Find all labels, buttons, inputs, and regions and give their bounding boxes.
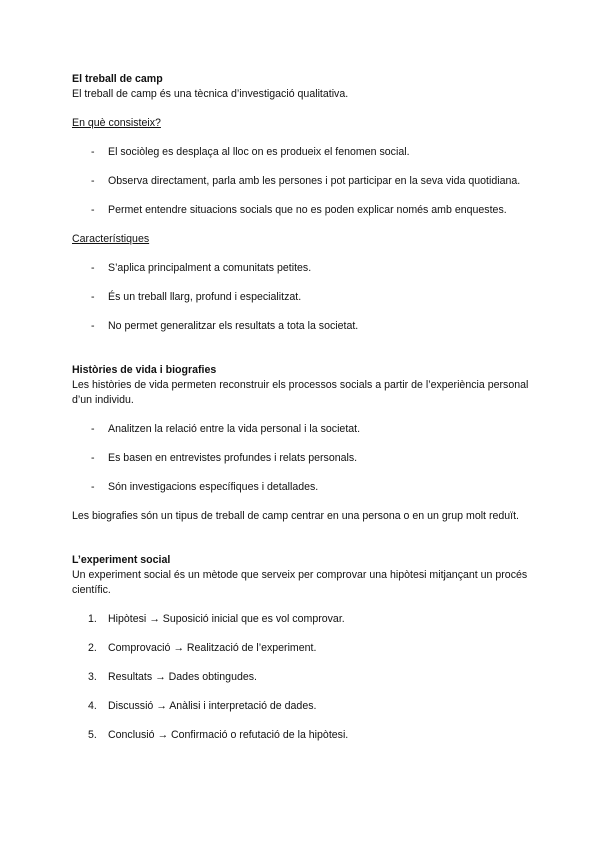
list-item: - És un treball llarg, profund i especialitzat.: [91, 291, 302, 303]
bullet-dash: -: [91, 262, 95, 274]
list-item: - Analitzen la relació entre la vida personal i la societat.: [91, 423, 361, 435]
bullet-dash: -: [91, 320, 95, 332]
list-item: - Permet entendre situacions socials que no es poden explicar només amb enquestes.: [91, 204, 507, 216]
step-number: 1.: [88, 613, 97, 625]
bullet-dash: -: [91, 146, 95, 158]
experiment-steps: [72, 612, 532, 743]
step-number: 4.: [88, 700, 97, 712]
list-item: - El sociòleg es desplaça al lloc on es produeix el fenomen social.: [91, 146, 410, 158]
vida-outro: Les biografies són un tipus de treball de camp centrar en una persona o en un grup molt reduït.: [72, 510, 519, 522]
bullet-dash: -: [91, 291, 95, 303]
bullet-dash: -: [91, 175, 95, 187]
consisteix-list: [72, 145, 532, 218]
document-page: [72, 72, 532, 743]
section-title-vida: Històries de vida i biografies: [72, 364, 217, 376]
section-title-camp: El treball de camp: [72, 73, 163, 85]
step-number: 3.: [88, 671, 97, 683]
list-item: - Són investigacions específiques i detallades.: [91, 481, 319, 493]
list-item: 1. Hipòtesi → Suposició inicial que es vol comprovar.: [88, 613, 345, 625]
vida-list: [72, 422, 532, 495]
experiment-intro: Un experiment social és un mètode que serveix per comprovar una hipòtesi mitjançant un procés científic.: [72, 569, 528, 596]
step-number: 2.: [88, 642, 97, 654]
bullet-dash: -: [91, 423, 95, 435]
caracteristiques-list: [72, 261, 532, 334]
list-item: - S’aplica principalment a comunitats petites.: [91, 262, 312, 274]
camp-intro: El treball de camp és una tècnica d’investigació qualitativa.: [72, 88, 349, 100]
step-number: 5.: [88, 729, 97, 741]
list-item: 5. Conclusió → Confirmació o refutació de la hipòtesi.: [88, 729, 349, 741]
section-title-experiment: L’experiment social: [72, 554, 171, 566]
subheading-consisteix: En què consisteix?: [72, 117, 161, 129]
list-item: 2. Comprovació → Realització de l’experiment.: [88, 642, 317, 654]
list-item: - Es basen en entrevistes profundes i relats personals.: [91, 452, 358, 464]
list-item: - No permet generalitzar els resultats a tota la societat.: [91, 320, 359, 332]
list-item: 3. Resultats → Dades obtingudes.: [88, 671, 257, 683]
vida-intro: Les històries de vida permeten reconstruir els processos socials a partir de l’experiència personal d’un individu.: [72, 379, 529, 406]
list-item: 4. Discussió → Anàlisi i interpretació de dades.: [88, 700, 317, 712]
bullet-dash: -: [91, 452, 95, 464]
bullet-dash: -: [91, 481, 95, 493]
list-item: - Observa directament, parla amb les persones i pot participar en la seva vida quotidiana.: [91, 175, 521, 187]
subheading-caracteristiques: Característiques: [72, 233, 150, 245]
bullet-dash: -: [91, 204, 95, 216]
